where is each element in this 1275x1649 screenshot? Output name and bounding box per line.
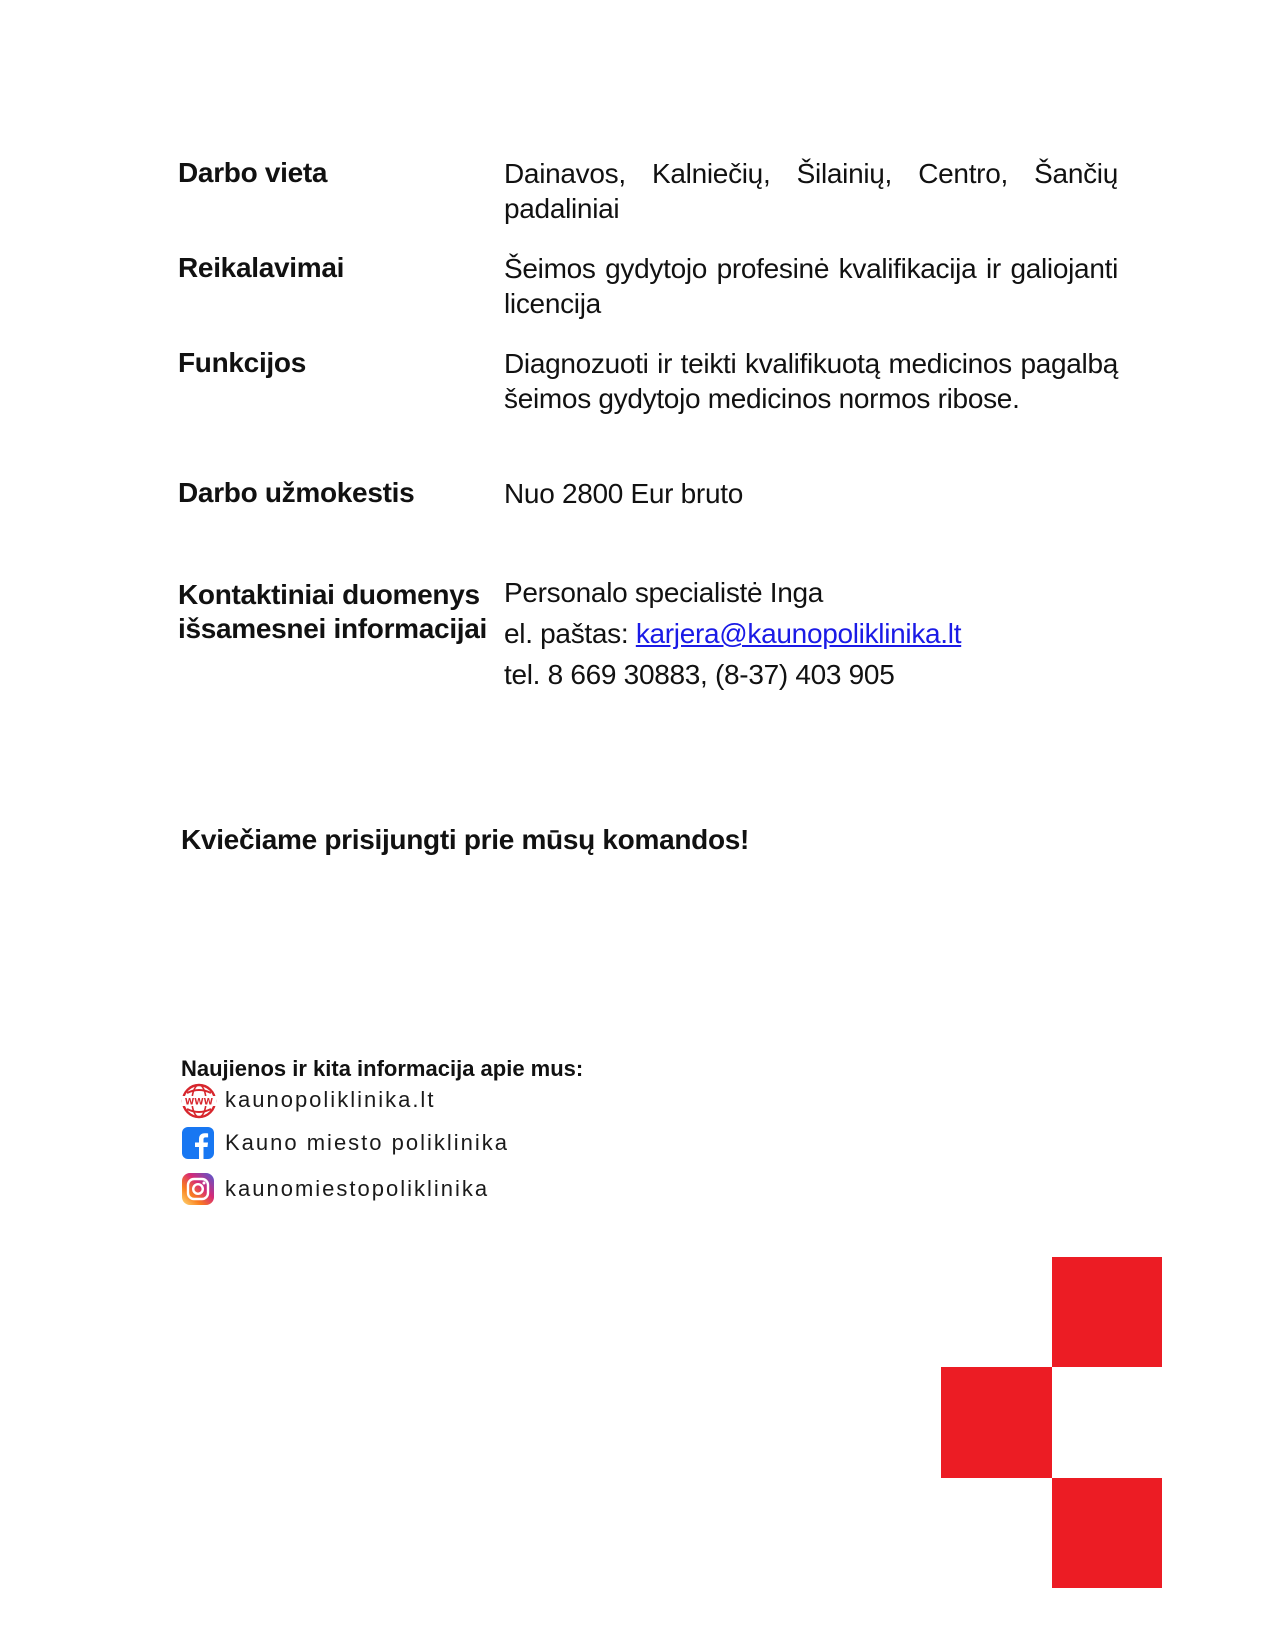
row-contacts (178, 578, 1118, 695)
brand-block-top (1052, 1257, 1162, 1367)
invite-text: Kviečiame prisijungti prie mūsų komandos! (181, 824, 750, 855)
value-contacts (504, 572, 1118, 695)
facebook-icon (181, 1126, 215, 1160)
social-facebook-text: Kauno miesto poliklinika (225, 1130, 510, 1155)
svg-text:WWW: WWW (184, 1097, 214, 1108)
social-website[interactable] (181, 1083, 435, 1117)
row-workplace (178, 156, 1118, 226)
contact-person: Personalo specialistė Inga (504, 577, 824, 608)
brand-block-bottom (1052, 1478, 1162, 1588)
row-functions (178, 346, 1118, 416)
label-contacts-line2: išsamesnei informacijai (178, 613, 488, 644)
value-requirements: Šeimos gydytojo profesinė kvalifikacija ir galiojanti licencija (504, 253, 1118, 319)
news-heading: Naujienos ir kita informacija apie mus: (181, 1056, 584, 1081)
contact-email-line (504, 613, 1118, 654)
value-workplace: Dainavos, Kalniečių, Šilainių, Centro, Šančių padaliniai (504, 158, 1118, 224)
row-requirements (178, 251, 1118, 321)
label-contacts-line1: Kontaktiniai duomenys (178, 579, 480, 610)
label-workplace: Darbo vieta (178, 157, 328, 188)
contact-phone: tel. 8 669 30883, (8-37) 403 905 (504, 659, 895, 690)
label-requirements: Reikalavimai (178, 252, 345, 283)
social-instagram[interactable] (181, 1172, 489, 1206)
label-contacts (178, 578, 504, 695)
social-facebook[interactable] (181, 1126, 509, 1160)
label-salary: Darbo užmokestis (178, 477, 415, 508)
value-functions: Diagnozuoti ir teikti kvalifikuotą medicinos pagalbą šeimos gydytojo medicinos normos ribose. (504, 348, 1118, 414)
social-website-text: kaunopoliklinika.lt (225, 1087, 436, 1112)
social-instagram-text: kaunomiestopoliklinika (225, 1176, 490, 1201)
instagram-icon (181, 1172, 215, 1206)
value-salary: Nuo 2800 Eur bruto (504, 478, 743, 509)
contact-email-prefix: el. paštas: (504, 618, 636, 649)
brand-block-middle (941, 1367, 1052, 1478)
label-functions: Funkcijos (178, 347, 306, 378)
row-salary (178, 476, 1118, 511)
www-globe-icon (181, 1083, 215, 1117)
contact-email-link[interactable]: karjera@kaunopoliklinika.lt (635, 618, 962, 649)
